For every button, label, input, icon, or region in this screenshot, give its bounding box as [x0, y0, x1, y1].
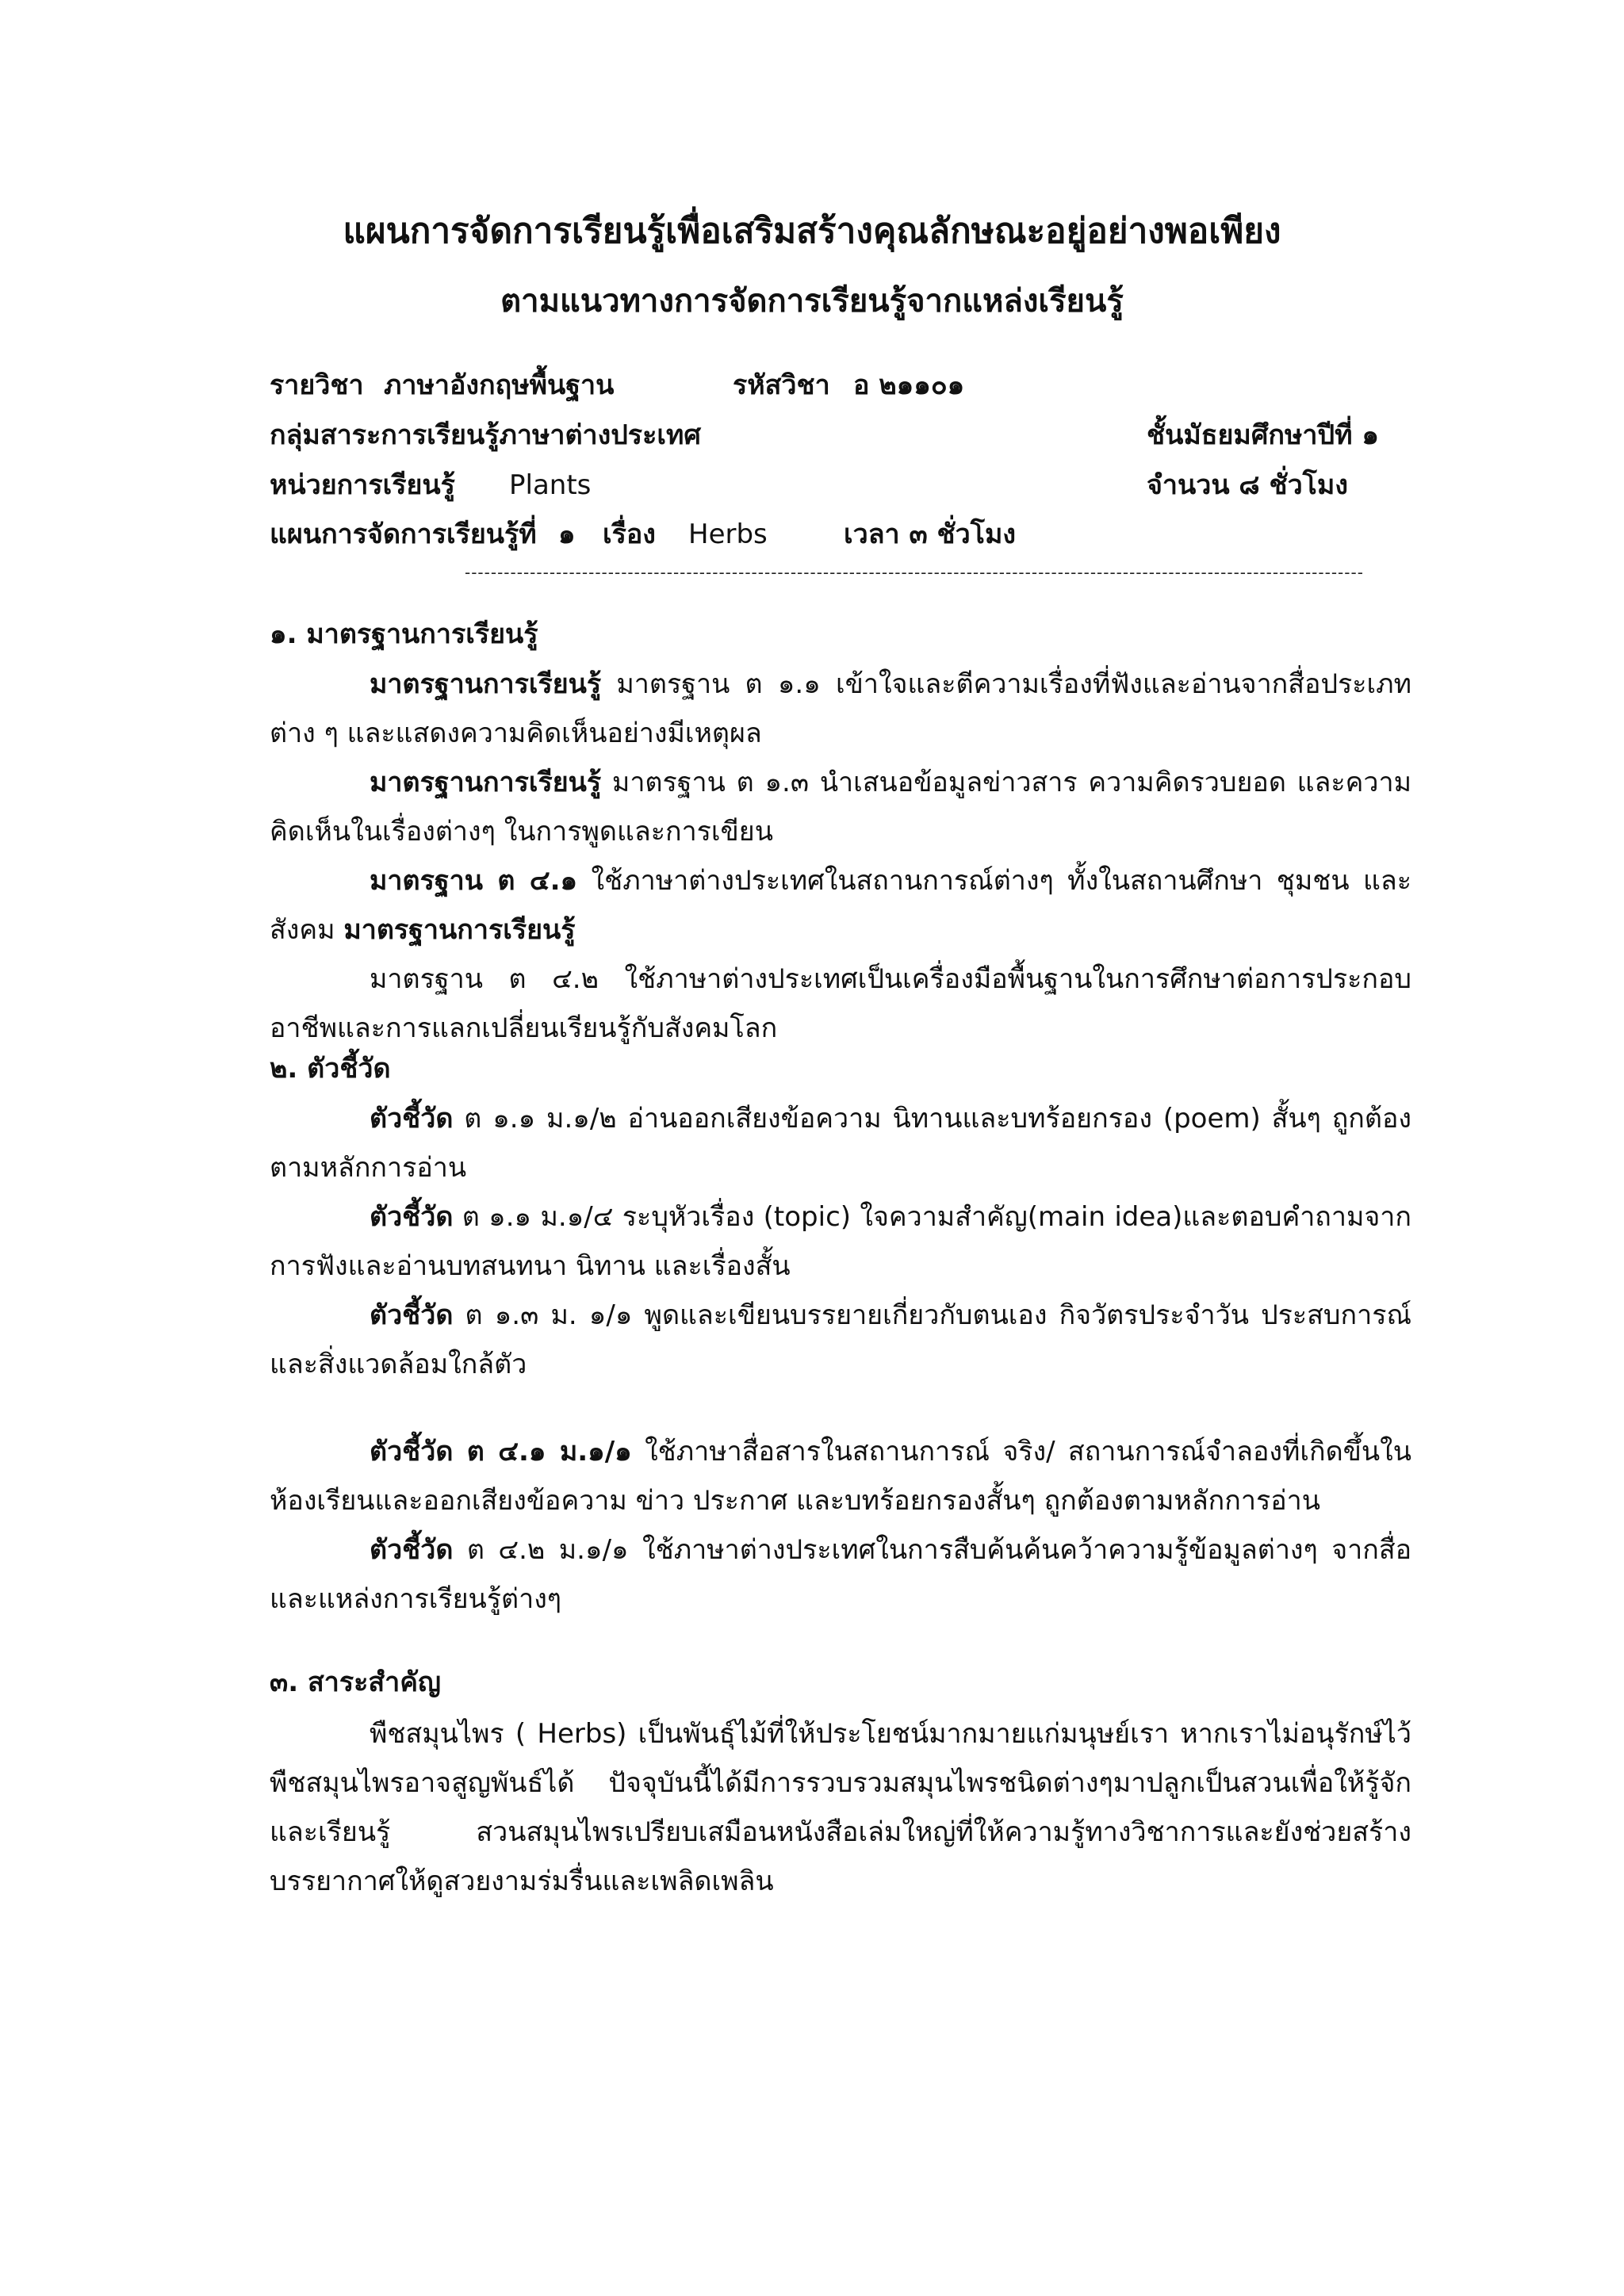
- standard-text-3: ใช้ภาษาต่างประเทศในสถานการณ์ต่างๆ ทั้งในสถานศึกษา ชุมชน และสังคม: [270, 865, 1411, 946]
- indicator-paragraph-2: [270, 1192, 1411, 1291]
- section-heading-standards: ๑. มาตรฐานการเรียนรู้: [270, 618, 538, 650]
- course-code-label: รหัสวิชา: [733, 369, 830, 401]
- standard-lead-3: มาตรฐาน ต ๔.๑: [370, 865, 578, 897]
- standard-tail-3: มาตรฐานการเรียนรู้: [343, 914, 576, 946]
- indicator-text-3: ต ๑.๓ ม. ๑/๑ พูดและเขียนบรรยายเกี่ยวกับตนเอง กิจวัตรประจำวัน ประสบการณ์และสิ่งแวดล้อมใกล้ตัว: [270, 1299, 1411, 1380]
- unit-value: Plants: [509, 469, 592, 501]
- indicator-paragraph-5: [270, 1525, 1411, 1624]
- standard-lead-2: มาตรฐานการเรียนรู้: [370, 767, 602, 798]
- indicator-paragraph-3: [270, 1291, 1411, 1389]
- standard-lead-1: มาตรฐานการเรียนรู้: [370, 668, 602, 700]
- indicator-text-5: ต ๔.๒ ม.๑/๑ ใช้ภาษาต่างประเทศในการสืบค้นค้นคว้าความรู้ข้อมูลต่างๆ จากสื่อและแหล่งการเรียนรู้ต่างๆ: [270, 1534, 1411, 1615]
- indicator-paragraph-4: [270, 1427, 1411, 1525]
- total-hours: จำนวน ๘ ชั่วโมง: [1147, 469, 1348, 501]
- indicator-text-1: ต ๑.๑ ม.๑/๒ อ่านออกเสียงข้อความ นิทานและบทร้อยกรอง (poem) สั้นๆ ถูกต้องตามหลักการอ่าน: [270, 1103, 1411, 1184]
- indicator-lead-2: ตัวชี้วัด: [370, 1201, 454, 1233]
- learning-group: กลุ่มสาระการเรียนรู้ภาษาต่างประเทศ: [270, 419, 701, 451]
- lesson-plan-label: แผนการจัดการเรียนรู้ที่: [270, 519, 537, 550]
- standard-paragraph-4: [270, 955, 1411, 1053]
- indicator-paragraph-1: [270, 1094, 1411, 1192]
- standard-text-4: มาตรฐาน ต ๔.๒ ใช้ภาษาต่างประเทศเป็นเครื่องมือพื้นฐานในการศึกษาต่อการประกอบอาชีพและการแลกเปลี่ยนเรียนรู้กับสังคมโลก: [270, 963, 1411, 1044]
- standard-text-2: มาตรฐาน ต ๑.๓ นำเสนอข้อมูลข่าวสาร ความคิดรวบยอด และความคิดเห็นในเรื่องต่างๆ ในการพูดและการเขียน: [270, 767, 1411, 848]
- topic-value: Herbs: [688, 519, 768, 550]
- standard-paragraph-3: [270, 856, 1411, 955]
- topic-label: เรื่อง: [603, 519, 656, 550]
- indicator-lead-3: ตัวชี้วัด: [370, 1299, 454, 1331]
- key-concept-paragraph: [270, 1709, 1411, 1906]
- indicator-text-2: ต ๑.๑ ม.๑/๔ ระบุหัวเรื่อง (topic) ใจความสำคัญ(main idea)และตอบคำถามจากการฟังและอ่านบทสนทนา นิทาน และเรื่องสั้น: [270, 1201, 1411, 1282]
- section-heading-indicators: ๒. ตัวชี้วัด: [270, 1053, 391, 1085]
- grade-level: ชั้นมัธยมศึกษาปีที่ ๑: [1147, 419, 1379, 451]
- document-title: แผนการจัดการเรียนรู้เพื่อเสริมสร้างคุณลักษณะอยู่อย่างพอเพียง: [343, 211, 1281, 251]
- lesson-time: เวลา ๓ ชั่วโมง: [844, 519, 1016, 550]
- section-heading-key-concept: ๓. สาระสำคัญ: [270, 1667, 441, 1698]
- lesson-plan-number: ๑: [558, 519, 576, 550]
- indicator-text-4: ใช้ภาษาสื่อสารในสถานการณ์ จริง/ สถานการณ์จำลองที่เกิดขึ้นในห้องเรียนและออกเสียงข้อความ ข่าว ประกาศ และบทร้อยกรองสั้นๆ ถูกต้องตามหลักการอ่าน: [270, 1436, 1411, 1517]
- standard-paragraph-1: [270, 660, 1411, 758]
- divider-line: ------------------------------------------------------------------------------------------------------------------------------------------: [465, 563, 1364, 582]
- key-concept-text: พืชสมุนไพร ( Herbs) เป็นพันธุ์ไม้ที่ให้ประโยชน์มากมายแก่มนุษย์เรา หากเราไม่อนุรักษ์ไว้พืชสมุนไพรอาจสูญพันธ์ได้ ปัจจุบันนี้ได้มีการรวบรวมสมุนไพรชนิดต่างๆมาปลูกเป็นสวนเพื่อให้รู้จักและเรียนรู้ สวนสมุนไพรเปรียบเสมือนหนังสือเล่มใหญ่ที่ให้ความรู้ทางวิชาการและยังช่วยสร้างบรรยากาศให้ดูสวยงามร่มรื่นและเพลิดเพลิน: [270, 1718, 1411, 1897]
- indicator-lead-1: ตัวชี้วัด: [370, 1103, 454, 1135]
- unit-label: หน่วยการเรียนรู้: [270, 469, 455, 501]
- indicator-lead-4: ตัวชี้วัด ต ๔.๑ ม.๑/๑: [370, 1436, 632, 1468]
- subject-value: ภาษาอังกฤษพื้นฐาน: [384, 369, 615, 401]
- subject-label: รายวิชา: [270, 369, 364, 401]
- standard-text-1: มาตรฐาน ต ๑.๑ เข้าใจและตีความเรื่องที่ฟังและอ่านจากสื่อประเภทต่าง ๆ และแสดงความคิดเห็นอย่างมีเหตุผล: [270, 668, 1411, 749]
- standard-paragraph-2: [270, 758, 1411, 856]
- indicator-lead-5: ตัวชี้วัด: [370, 1534, 454, 1566]
- document-subtitle: ตามแนวทางการจัดการเรียนรู้จากแหล่งเรียนรู้: [500, 283, 1124, 320]
- course-code-value: อ ๒๑๑๐๑: [853, 369, 965, 401]
